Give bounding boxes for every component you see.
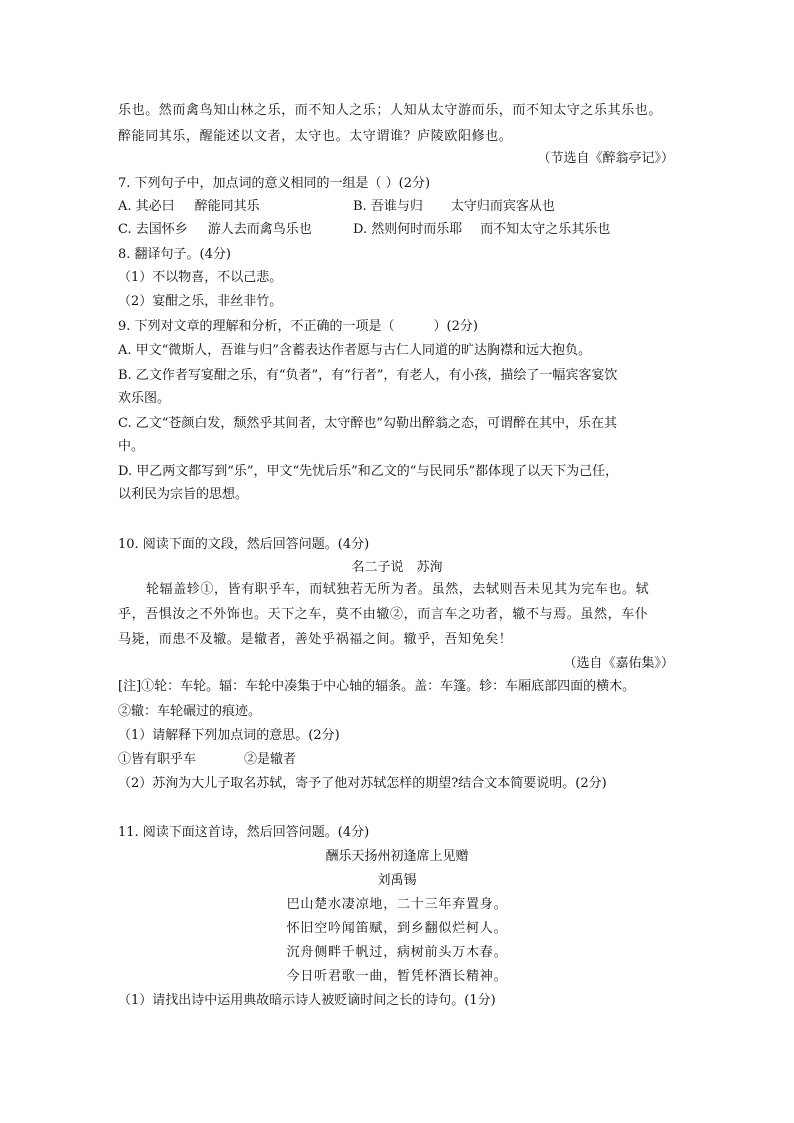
question-10-stem: 10. 阅读下面的文段，然后回答问题。(4分) [118,537,370,552]
question-10-sub-2: （2）苏洵为大儿子取名苏轼，寄予了他对苏轼怎样的期望?结合文本简要说明。(2分) [118,776,607,791]
option-c-text: 游人去而禽鸟乐也 [207,222,312,237]
question-10-paragraph: 马毙，而患不及辙。是辙者，善处乎祸福之间。辙乎，吾知免矣！ [118,632,513,647]
question-7-options-ab [118,197,555,217]
question-10-paragraph: 轮辐盖轸①，皆有职乎车，而轼独若无所为者。虽然，去轼则吾未见其为完车也。轼 [146,582,650,597]
option-b-text: 太守归而宾客从也 [450,199,555,214]
poem-author: 刘禹锡 [377,873,417,888]
question-10-item-a: ①皆有职乎车 [118,752,197,767]
option-d-text: 而不知太守之乐其乐也 [480,222,611,237]
option-a-text: 醉能同其乐 [194,199,260,214]
poem-line: 沉舟侧畔千帆过，病树前头万木春。 [286,945,508,960]
poem-line: 怀旧空吟闻笛赋，到乡翻似烂柯人。 [286,921,508,936]
question-7-stem: 7. 下列句子中，加点词的意义相同的一组是（ ）(2分) [118,176,431,191]
question-10-sub-1-items [118,750,296,770]
question-11-sub-1: （1）请找出诗中运用典故暗示诗人被贬谪时间之长的诗句。(1分) [118,993,496,1008]
passage-source: （节选自《醉翁亭记》） [537,151,674,166]
option-d-label: D. 然则何时而乐耶 [353,222,463,237]
poem-title: 酬乐天扬州初逢席上见赠 [325,849,469,864]
question-9-option-b-cont: 欢乐图。 [118,391,171,406]
question-9-option-a: A. 甲文“微斯人，吾谁与归”含蓄表达作者愿与古仁人同道的旷达胸襟和远大抱负。 [118,343,591,358]
question-8-sentence-1: （1）不以物喜，不以己悲。 [118,270,283,285]
question-9-option-b: B. 乙文作者写宴酣之乐，有“负者”，有“行者”，有老人，有小孩，描绘了一幅宾客宴饮 [118,368,618,383]
question-7-options-cd [118,220,610,240]
option-a-label: A. 其必曰 [118,199,175,214]
question-10-title: 名二子说 苏洵 [351,560,443,575]
poem-line: 今日听君歌一曲，暂凭杯酒长精神。 [286,969,508,984]
poem-line: 巴山楚水凄凉地，二十三年弃置身。 [286,897,508,912]
question-10-source: （选自《嘉佑集》） [563,656,674,671]
question-8-sentence-2: （2）宴酣之乐，非丝非竹。 [118,294,283,309]
question-8-stem: 8. 翻译句子。(4分) [118,247,231,262]
question-9-stem: 9. 下列对文章的理解和分析，不正确的一项是（ ）(2分) [118,319,478,334]
question-10-sub-1: （1）请解释下列加点词的意思。(2分) [118,728,340,743]
passage-line: 乐也。然而禽鸟知山林之乐，而不知人之乐；人知从太守游而乐，而不知太守之乐其乐也。 [118,103,663,118]
question-9-option-c-cont: 中。 [118,439,145,454]
question-10-note: [注]①轮：车轮。辐：车轮中凑集于中心轴的辐条。盖：车篷。轸：车厢底部四面的横木。 [118,679,636,694]
question-10-item-b: ②是辙者 [244,752,297,767]
option-b-label: B. 吾谁与归 [353,199,423,214]
question-10-note: ②辙：车轮碾过的痕迹。 [118,704,262,719]
question-11-stem: 11. 阅读下面这首诗，然后回答问题。(4分) [118,825,370,840]
question-9-option-c: C. 乙文“苍颜白发，颓然乎其间者，太守醉也”勾勒出醉翁之态，可谓醉在其中，乐在其 [118,416,618,431]
question-9-option-d-cont: 以利民为宗旨的思想。 [118,487,249,502]
passage-line: 醉能同其乐，醒能述以文者，太守也。太守谓谁？庐陵欧阳修也。 [118,129,513,144]
question-10-paragraph: 乎，吾惧汝之不外饰也。天下之车，莫不由辙②，而言车之功者，辙不与焉。虽然，车仆 [118,607,649,622]
question-9-option-d: D. 甲乙两文都写到“乐”，甲文“先忧后乐”和乙文的“与民同乐”都体现了以天下为己任， [118,464,619,479]
option-c-label: C. 去国怀乡 [118,222,188,237]
